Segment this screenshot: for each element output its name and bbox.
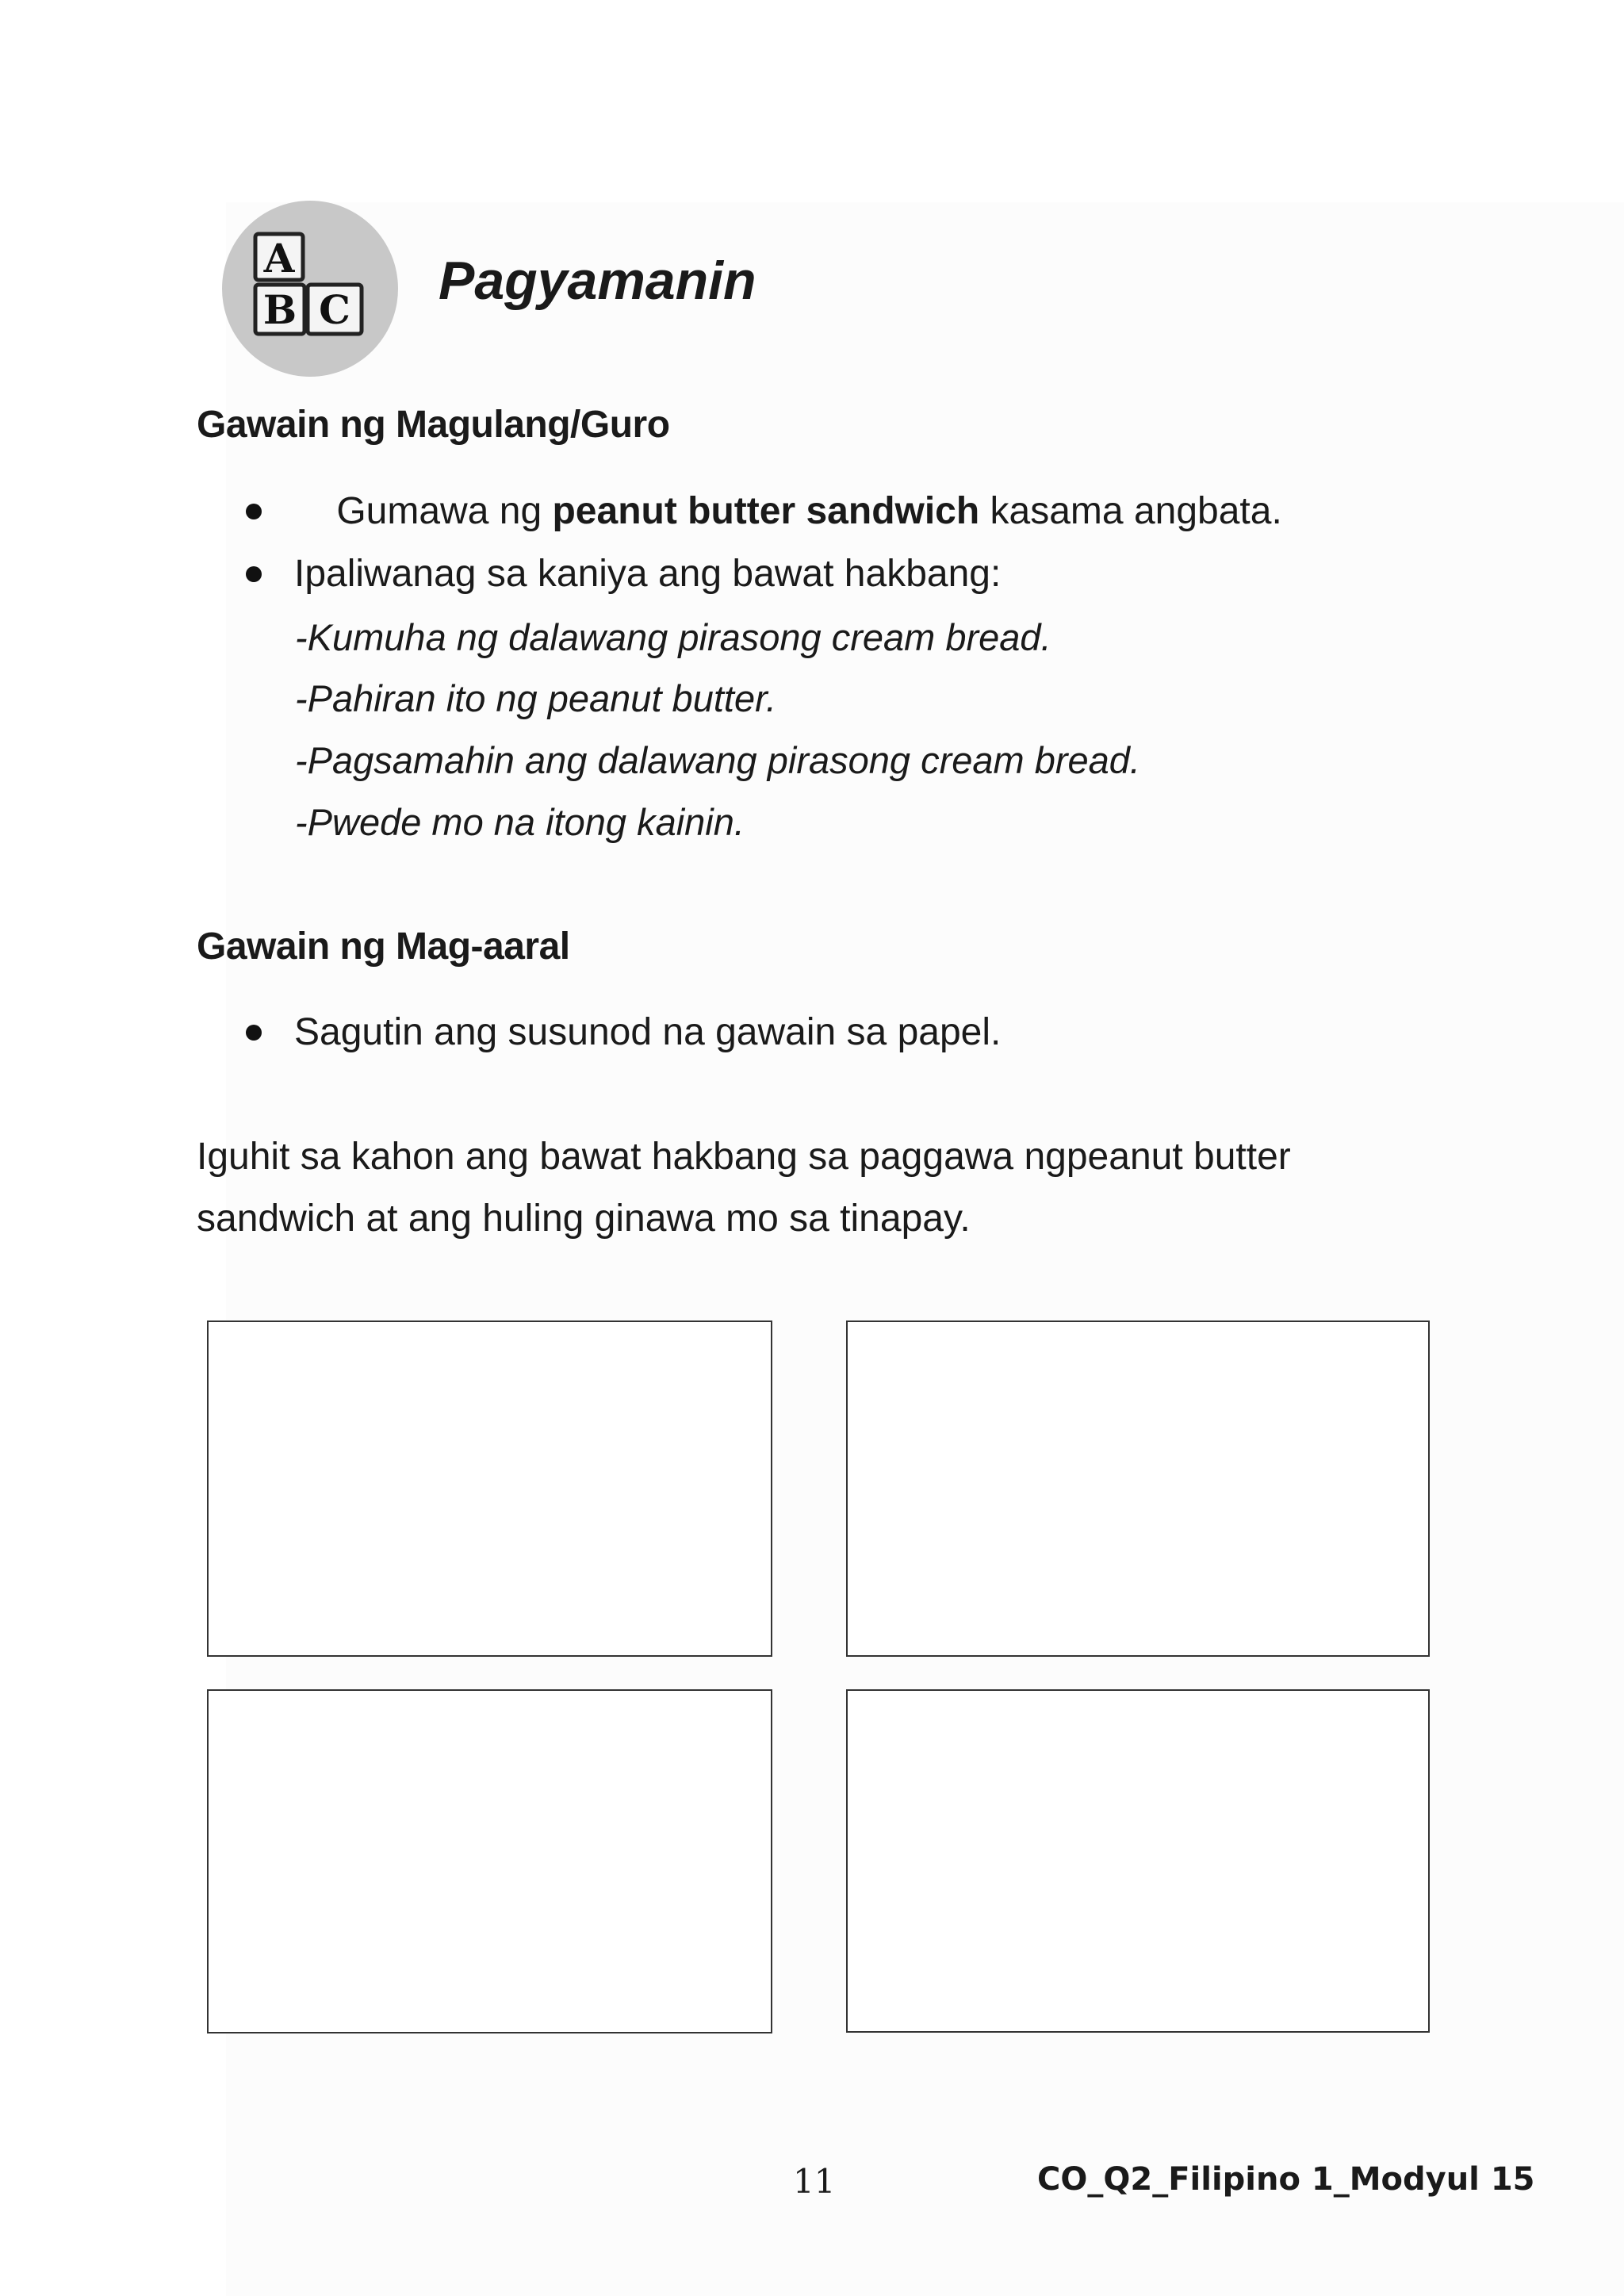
drawing-box-1[interactable] <box>207 1320 772 1657</box>
bullet-text: Sagutin ang susunod na gawain sa papel. <box>294 1011 1002 1053</box>
drawing-box-2[interactable] <box>846 1320 1430 1657</box>
step-3: -Pagsamahin ang dalawang pirasong cream bread. <box>295 739 1140 781</box>
bullet-icon <box>246 1025 262 1041</box>
page-number: 11 <box>793 2162 836 2201</box>
bullet-icon <box>246 504 262 519</box>
block-letter-b: B <box>262 286 297 333</box>
step-1: -Kumuha ng dalawang pirasong cream bread. <box>295 616 1051 658</box>
module-code: CO_Q2_Filipino 1_Modyul 15 <box>1037 2161 1535 2198</box>
student-activity-heading: Gawain ng Mag-aaral <box>197 926 570 968</box>
student-bullet-1 <box>246 1009 1001 1056</box>
parent-bullet-1 <box>246 488 1282 535</box>
block-letter-c: C <box>319 286 350 333</box>
bullet-icon <box>246 566 262 582</box>
drawing-box-4[interactable] <box>846 1689 1430 2033</box>
bullet-text-bold: peanut butter sandwich <box>552 490 980 532</box>
block-letter-a: A <box>263 235 295 282</box>
bullet-text-after: kasama angbata. <box>979 490 1282 532</box>
parent-activity-heading: Gawain ng Magulang/Guro <box>197 404 670 446</box>
instruction-line-1: Iguhit sa kahon ang bawat hakbang sa paggawa ngpeanut butter <box>197 1136 1291 1178</box>
step-2: -Pahiran ito ng peanut butter. <box>295 677 777 719</box>
section-title: Pagyamanin <box>439 251 756 311</box>
bullet-text: Ipaliwanag sa kaniya ang bawat hakbang: <box>294 553 1002 595</box>
abc-blocks-icon <box>222 201 398 377</box>
drawing-box-3[interactable] <box>207 1689 772 2033</box>
instruction-line-2: sandwich at ang huling ginawa mo sa tinapay. <box>197 1198 971 1240</box>
parent-bullet-2 <box>246 550 1001 598</box>
step-4: -Pwede mo na itong kainin. <box>295 801 745 843</box>
bullet-text-before: Gumawa ng <box>336 490 553 532</box>
